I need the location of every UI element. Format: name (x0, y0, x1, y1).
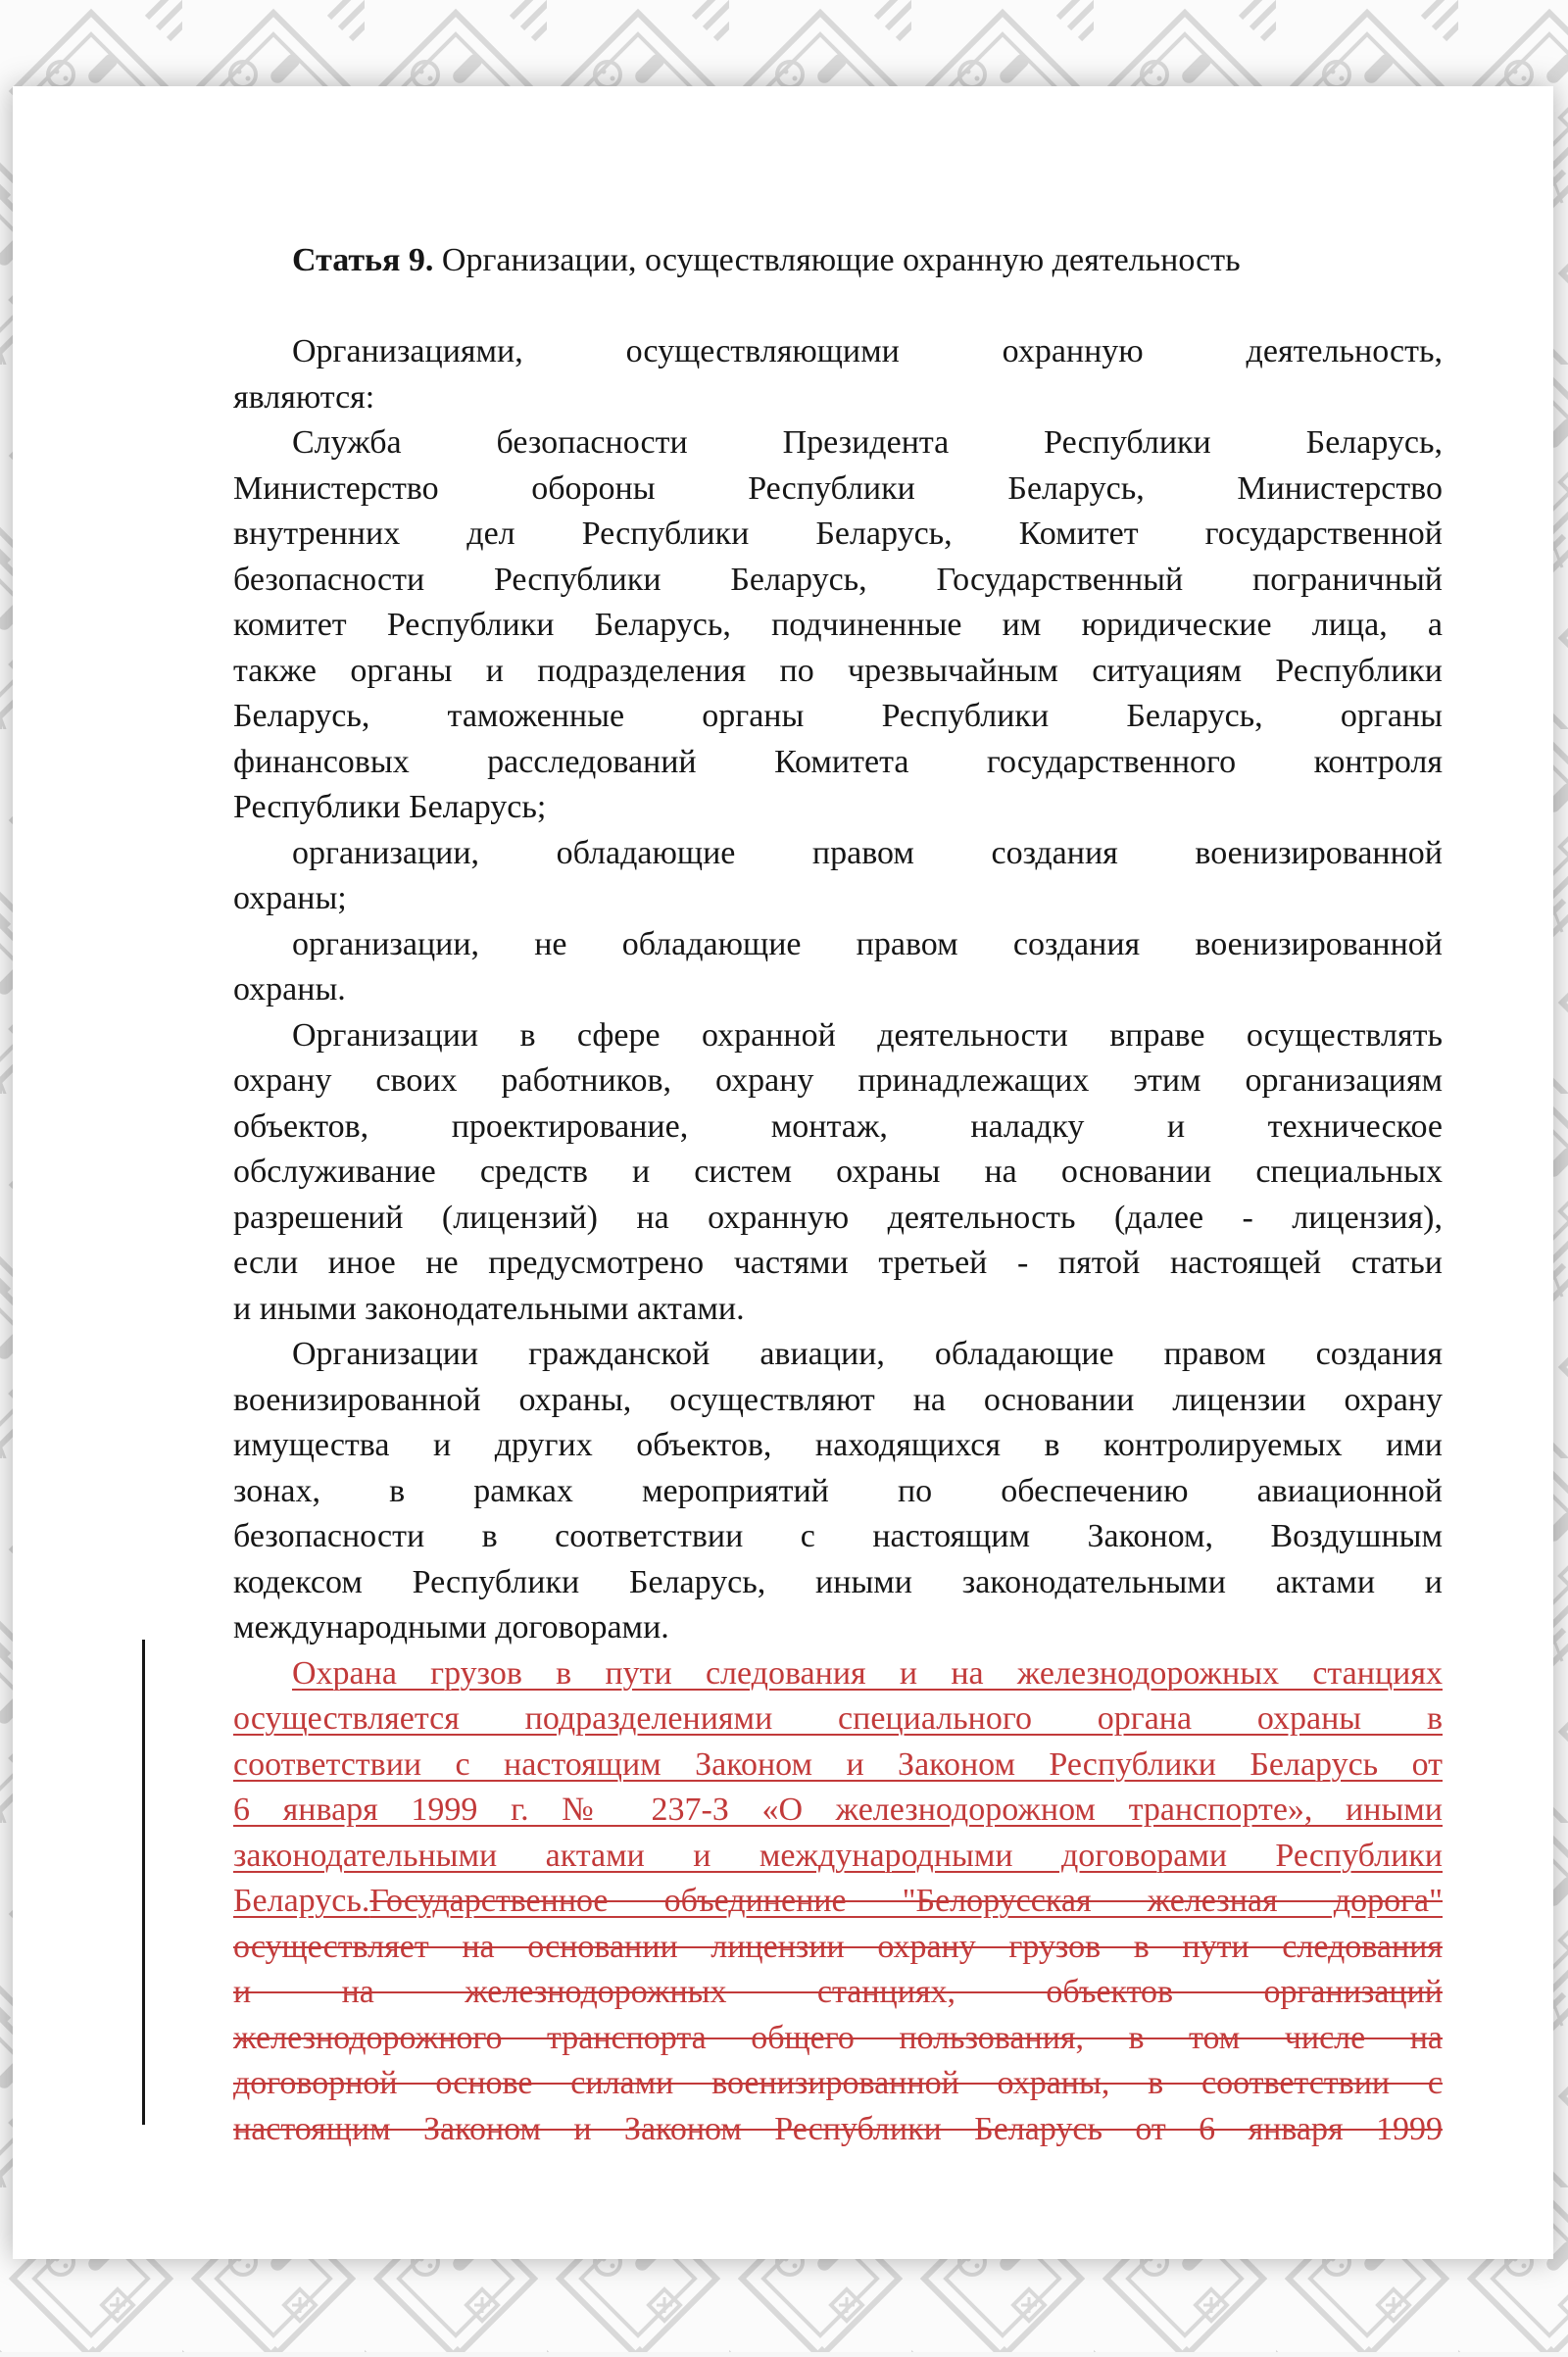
body-text: и иными законодательными актами. (233, 1290, 745, 1327)
text-line (233, 558, 1443, 604)
text-line (233, 1378, 1443, 1424)
deleted-text: настоящим Законом и Законом Республики Беларусь от 6 января 1999 (233, 2110, 1443, 2147)
text-line (233, 967, 1443, 1013)
text-line (233, 694, 1443, 740)
body-text: объектов, проектирование, монтаж, наладку и техническое (233, 1107, 1443, 1145)
inserted-text: Охрана грузов в пути следования и на железнодорожных станциях (292, 1654, 1443, 1692)
text-line (233, 1925, 1443, 1971)
text-line (233, 2016, 1443, 2062)
body-text: военизированной охраны, осуществляют на основании лицензии охрану (233, 1381, 1443, 1418)
paragraph-orgs-with-paramilitary-guard (233, 831, 1443, 922)
body-text: обслуживание средств и систем охраны на основании специальных (233, 1154, 1443, 1190)
document-page (13, 86, 1553, 2259)
body-text: финансовых расследований Комитета государственного контроля (233, 743, 1443, 780)
text-line (233, 1605, 1443, 1651)
body-text: Министерство обороны Республики Беларусь, Министерство (233, 469, 1443, 507)
text-line (233, 1651, 1443, 1697)
deleted-text: осуществляет на основании лицензии охрану грузов в пути следования (233, 1928, 1443, 1965)
text-line (233, 1287, 1443, 1333)
text-line (233, 1743, 1443, 1789)
body-text: Организации в сфере охранной деятельности вправе осуществлять (292, 1016, 1443, 1054)
body-text: зонах, в рамках мероприятий по обеспечению авиационной (233, 1472, 1443, 1509)
body-text: международными договорами. (233, 1609, 669, 1645)
deleted-text: железнодорожного транспорта общего пользования, в том числе на (233, 2019, 1443, 2056)
body-text: комитет Республики Беларусь, подчиненные им юридические лица, а (233, 607, 1443, 643)
article-title-text: Организации, осуществляющие охранную деятельность (433, 242, 1241, 278)
text-line (233, 1696, 1443, 1743)
text-line (233, 876, 1443, 922)
body-text: если иное не предусмотрено частями третьей - пятой настоящей статьи (233, 1245, 1443, 1281)
paragraph-civil-aviation (233, 1332, 1443, 1651)
deleted-text: договорной основе силами военизированной охраны, в соответствии с (233, 2065, 1443, 2101)
body-text: кодексом Республики Беларусь, иными законодательными актами и (233, 1563, 1443, 1600)
body-text: разрешений (лицензий) на охранную деятельность (далее - лицензия), (233, 1199, 1443, 1236)
body-text: безопасности в соответствии с настоящим Законом, Воздушным (233, 1518, 1443, 1554)
change-bar (142, 1640, 145, 2126)
deleted-text: и на железнодорожных станциях, объектов организаций (233, 1974, 1443, 2010)
article-title (292, 238, 1443, 284)
text-line (233, 649, 1443, 695)
text-line (233, 922, 1443, 968)
inserted-text: соответствии с настоящим Законом и Законом Республики Беларусь от (233, 1745, 1443, 1783)
article-body (233, 329, 1443, 2152)
text-line (233, 1834, 1443, 1880)
text-line (233, 831, 1443, 877)
body-text: также органы и подразделения по чрезвычайным ситуациям Республики (233, 652, 1443, 689)
text-line (233, 1788, 1443, 1834)
paragraph-organizations-list-intro (233, 329, 1443, 420)
text-line (233, 375, 1443, 421)
paragraph-state-bodies (233, 420, 1443, 831)
body-text: организации, обладающие правом создания военизированной (292, 834, 1443, 871)
body-text: организации, не обладающие правом создания военизированной (292, 925, 1443, 962)
text-line (233, 1013, 1443, 1059)
body-text: Беларусь, таможенные органы Республики Беларусь, органы (233, 698, 1443, 734)
text-line (233, 1469, 1443, 1515)
body-text: Республики Беларусь; (233, 789, 547, 825)
body-text: охрану своих работников, охрану принадлежащих этим организациям (233, 1062, 1443, 1099)
document-content (13, 86, 1553, 2152)
body-text: являются: (233, 378, 375, 416)
text-line (233, 1105, 1443, 1151)
text-line (233, 466, 1443, 513)
text-line (233, 740, 1443, 786)
text-line (233, 1332, 1443, 1378)
text-line (233, 512, 1443, 558)
text-line (233, 1423, 1443, 1469)
text-line (233, 2107, 1443, 2153)
inserted-text: 6 января 1999 г. № 237-З «О железнодорожном транспорте», иными (233, 1792, 1443, 1828)
text-line (233, 1970, 1443, 2016)
text-line (233, 603, 1443, 649)
body-text: имущества и других объектов, находящихся в контролируемых ими (233, 1427, 1443, 1463)
text-line (233, 1058, 1443, 1105)
text-line (233, 420, 1443, 466)
inserted-text: осуществляется подразделениями специального органа охраны в (233, 1700, 1443, 1737)
text-line (233, 1514, 1443, 1560)
body-text: охраны; (233, 880, 347, 916)
paragraph-railway-amendment (233, 1651, 1443, 2153)
body-text: безопасности Республики Беларусь, Государственный пограничный (233, 561, 1443, 598)
body-text: охраны. (233, 971, 346, 1007)
inserted-text: Беларусь. (233, 1883, 370, 1919)
text-line (233, 1241, 1443, 1287)
text-line (233, 2061, 1443, 2107)
text-line (233, 1879, 1443, 1925)
text-line (233, 1560, 1443, 1606)
inserted-text: законодательными актами и международными договорами Республики (233, 1837, 1443, 1874)
text-line (233, 1150, 1443, 1196)
body-text: Служба безопасности Президента Республики Беларусь, (292, 424, 1443, 461)
text-line (233, 1196, 1443, 1242)
text-line (233, 329, 1443, 375)
body-text: Организации гражданской авиации, обладающие правом создания (292, 1336, 1443, 1372)
deleted-inserted-text: Государственное объединение "Белорусская железная дорога" (369, 1883, 1443, 1919)
paragraph-orgs-without-paramilitary-guard (233, 922, 1443, 1013)
article-number: Статья 9. (292, 242, 434, 278)
text-line (233, 785, 1443, 831)
body-text: Организациями, осуществляющими охранную деятельность, (292, 333, 1443, 369)
paragraph-security-activity-rights (233, 1013, 1443, 1333)
body-text: внутренних дел Республики Беларусь, Комитет государственной (233, 516, 1443, 552)
